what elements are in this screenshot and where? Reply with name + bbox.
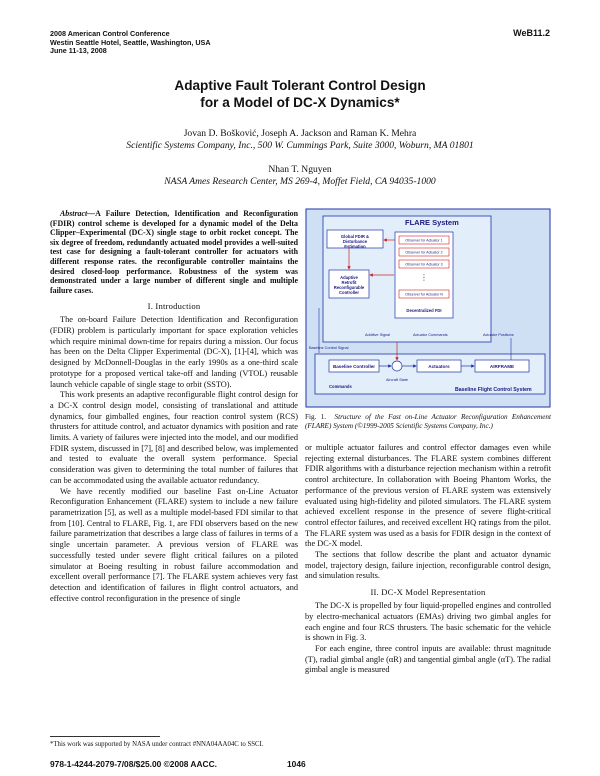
- observer-ellipsis: ⋮: [420, 273, 428, 282]
- intro-heading: I. Introduction: [147, 301, 201, 312]
- right-column: [305, 443, 551, 676]
- model-heading: II. DC-X Model Representation: [370, 587, 486, 598]
- observer-label-n: Observer for Actuator N: [405, 292, 443, 297]
- intro-paragraph-2: This work presents an adaptive reconfigurable flight control design for a DC-X control design model, consisting of translational and attitude dynamics, four gimballed engines, four reaction control system (RCS) thrusters for attitude control, and actuator dynamics with position and rate limits. A variety of failures were injected into the model, and our modified FDIR system, discussed in [7], [8] and described below, was implemented and tested to evaluate the overall system performance. Special consideration was given to determining the total number of failures that can be accommodated using the available actuator redundancy.: [50, 390, 298, 485]
- actuators-label: Actuators: [428, 364, 450, 369]
- author-affiliation-1: Scientific Systems Company, Inc., 500 W. Cummings Park, Suite 3000, Woburn, MA 01801: [126, 140, 474, 151]
- baseline-system-label: Baseline Flight Control System: [455, 387, 532, 393]
- abstract-label: Abstract—: [60, 209, 96, 218]
- label-actuator-commands: Actuator Commands: [413, 333, 448, 337]
- observer-label-1: Observer for Actuator 1: [405, 238, 443, 243]
- page-number: 1046: [287, 759, 306, 769]
- label-baseline-signal: Baseline Control Signal: [309, 346, 349, 350]
- figure-caption: [305, 413, 551, 431]
- conference-header: [50, 30, 211, 56]
- conference-dates: June 11-13, 2008: [50, 46, 107, 56]
- conference-name: 2008 American Control Conference: [50, 29, 170, 38]
- footnote: *This work was supported by NASA under contract #NNA04AA04C to SSCI.: [50, 741, 264, 748]
- abstract: [50, 209, 298, 295]
- abstract-text: A Failure Detection, Identification and Reconfiguration (FDIR) control scheme is developed for a dynamic model of the Delta Clipper–Experimental (DC-X) single stage to orbit rocket concept. The six degree of freedom, redundantly actuated model provides a well-suited test case for designing a fault-tolerant controller for actuators with different response rates. the reconfigurable controller maintains the desired closed-loop performance. Robustness of the system was demonstrated under a large number of different single and multiple failure cases.: [50, 209, 298, 295]
- title-line-1: Adaptive Fault Tolerant Control Design: [174, 78, 426, 93]
- label-additive-signal: Additive Signal: [365, 333, 391, 337]
- author-block-1: [0, 128, 600, 152]
- footer-isbn: 978-1-4244-2079-7/08/$25.00 ©2008 AACC.: [50, 759, 217, 769]
- right-paragraph-2: The sections that follow describe the plant and actuator dynamic model, trajectory design, failure injection, reconfigurable control design, and simulation results.: [305, 550, 551, 581]
- paper-title: [0, 77, 600, 111]
- decentralized-fdi-label: Decentralized FDI: [406, 308, 442, 313]
- summing-junction: [392, 361, 402, 371]
- title-line-2: for a Model of DC-X Dynamics*: [200, 95, 400, 110]
- footnote-rule: [50, 736, 160, 737]
- airframe-label: AIRFRAME: [489, 364, 515, 369]
- intro-paragraph-1: The on-board Failure Detection Identification and Reconfiguration (FDIR) problem is particularly important for space exploration vehicles which require minimal down-time for repairs during a mission. Our focus has been on the Delta Clipper Experimental (DC-X), [1]-[4], which was designed by McDonnell-Douglas in the early 1990s as a one-third scale prototype for a proposed vertical take-off and landing (VTOL) reusable launch vehicle capable of single stage to orbit (SSTO).: [50, 315, 298, 389]
- baseline-controller-label: Baseline Controller: [332, 364, 376, 369]
- author-names-2: Nhan T. Nguyen: [268, 164, 332, 175]
- caption-number: Fig. 1.: [305, 413, 327, 421]
- session-code: WeB11.2: [513, 28, 550, 38]
- observer-label-2: Observer for Actuator 2: [405, 250, 443, 255]
- caption-text: Structure of the Fast on-Line Actuator Reconfiguration Enhancement (FLARE) System (©1999-2005 Scientific Systems Company, Inc.): [305, 413, 552, 430]
- author-affiliation-2: NASA Ames Research Center, MS 269-4, Moffet Field, CA 94035-1000: [164, 176, 436, 187]
- flare-system-title: FLARE System: [405, 218, 459, 227]
- author-block-2: [0, 164, 600, 188]
- adaptive-controller-label: Adaptive Retrofit Reconfigurable Controller: [333, 275, 365, 295]
- conference-venue: Westin Seattle Hotel, Seattle, Washington, USA: [50, 37, 211, 47]
- right-paragraph-1: or multiple actuator failures and control effector damages even while rejecting external disturbances. The FLARE system combines different FDIR algorithms with a disturbance rejection mechanism within a retrofit control architecture. In collaboration with Boeing Phantom Works, the performance of the previous version of FLARE system was extensively evaluated using high-fidelity and piloted simulators. The FLARE system achieved excellent response in the presence of severe flight-critical control effector failures, and received excellent HQ ratings from the pilot. The FLARE system was used as a basis for FDIR design in the context of the DC-X model.: [305, 443, 551, 549]
- figure-1: [305, 208, 551, 408]
- commands-label: Commands: [329, 384, 352, 389]
- label-actuator-positions: Actuator Positions: [483, 333, 514, 337]
- global-fdir-label: Global FDIR & Disturbance Estimation: [340, 234, 370, 249]
- intro-paragraph-3: We have recently modified our baseline Fast on-Line Actuator Reconfiguration Enhancement (FLARE) system to include a new failure parametrization [5], as well as a multiple model-based FDI similar to that from [10]. Central to FLARE, Fig. 1, are FDI observers based on the new failure parametrization that describes a large class of failures in terms of a single uncertain parameter. A previous version of FLARE was successfully tested under severe flight critical failures on a piloted simulator at Boeing resulting in robust failure accommodation and excellent overall performance [7]. The FLARE system achieves very fast detection and identification of failures in flight control actuators, and effective control reconfiguration in the presence of single: [50, 486, 298, 603]
- right-paragraph-4: For each engine, three control inputs are available: thrust magnitude (T), radial gimbal angle (αR) and tangential gimbal angle (αT). The radial gimbal angle is measured: [305, 643, 551, 675]
- observer-label-3: Observer for Actuator 3: [405, 262, 443, 267]
- flare-diagram: [305, 208, 551, 408]
- left-column: [50, 209, 298, 604]
- right-paragraph-3: The DC-X is propelled by four liquid-propelled engines and controlled by electro-mechanical actuators (EMAs) driving two gimbal angles for each engine and four RCS thrusters. The basic schematic for the vehicle is shown in Fig. 3.: [305, 601, 551, 643]
- aircraft-state-label: Aircraft State: [386, 378, 408, 382]
- author-names-1: Jovan D. Bošković, Joseph A. Jackson and Raman K. Mehra: [183, 128, 417, 139]
